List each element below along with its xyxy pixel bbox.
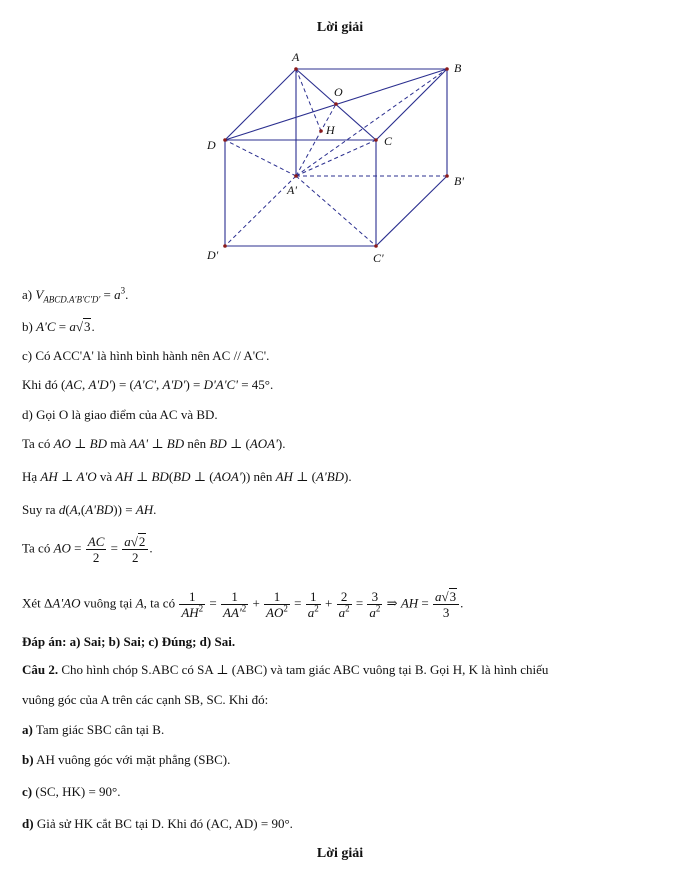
label-D-prime: D' [207, 248, 219, 262]
label-A: A [292, 50, 300, 64]
segment-A1B [296, 69, 447, 176]
question-option-c: c) (SC, HK) = 90°. [22, 784, 121, 799]
label-H: H [326, 123, 335, 137]
solution-d-line2: Ta có AO ⊥ BD mà AA' ⊥ BD nên BD ⊥ (AOA'). [22, 436, 286, 451]
label-B-prime: B' [454, 174, 464, 188]
label-C: C [384, 134, 393, 148]
edge-A1D1 [225, 176, 296, 246]
solution-xet-line: Xét ΔA'AO vuông tại A, ta có $\frac{1}{AH^2}$ = $\frac{1}{AA'^2}$ + $\frac{1}{AO^2}$ = $\frac{1}{a^2}$ + $\frac{2}{a^2}$ = $\frac{3}{a^2}$ ⇒ AH = $\frac{a√3}{3}$ . [22, 589, 464, 620]
solution-ha-line: Hạ AH ⊥ A'O và AH ⊥ BD(BD ⊥ (AOA')) nên AH ⊥ (A'BD). [22, 469, 352, 484]
edge-C1B1 [376, 176, 447, 246]
question-option-a: a) Tam giác SBC cân tại B. [22, 722, 165, 737]
edge-CB [376, 69, 447, 140]
question-option-d: d) Giả sử HK cắt BC tại D. Khi đó (AC, AD) = 90°. [22, 816, 293, 831]
segment-A1C1 [296, 176, 376, 246]
segment-A1D [225, 140, 296, 176]
solution-c-line2: Khi đó (AC, A'D') = (A'C', A'D') = D'A'C' = 45°. [22, 377, 274, 392]
label-O: O [334, 85, 343, 99]
solution-ao-line: Ta có AO = $\frac{AC}{2}$ = $\frac{a√2}{2}$ . [22, 534, 153, 565]
solution-heading-2: Lời giải [316, 846, 364, 861]
edge-AD [225, 69, 296, 140]
label-C-prime: C' [373, 251, 384, 265]
solution-b: b) A'C = a√3. [22, 319, 95, 334]
question-2-line1: Câu 2. Cho hình chóp S.ABC có SA ⊥ (ABC) và tam giác ABC vuông tại B. Gọi H, K là hình chiếu [22, 662, 549, 677]
segment-AH [296, 69, 321, 131]
solution-c-line1: c) Có ACC'A' là hình bình hành nên AC // A'C'. [22, 348, 270, 363]
label-A-prime: A' [287, 183, 297, 197]
cube-figure [195, 48, 495, 270]
question-2-line2: vuông góc của A trên các cạnh SB, SC. Khi đó: [22, 692, 269, 707]
solution-d-line1: d) Gọi O là giao điểm của AC và BD. [22, 407, 218, 422]
label-B: B [454, 61, 462, 75]
segment-A1C [296, 140, 376, 176]
question-option-b: b) AH vuông góc với mặt phẳng (SBC). [22, 752, 231, 767]
solution-a: a) $V_{ABCD.A'B'C'D'} = a^3$. [22, 285, 129, 305]
solution-suyra-line: Suy ra d(A,(A'BD)) = AH. [22, 502, 157, 517]
label-D: D [207, 138, 216, 152]
answer-line: Đáp án: a) Sai; b) Sai; c) Đúng; d) Sai. [22, 634, 236, 649]
solution-heading: Lời giải [316, 20, 364, 35]
